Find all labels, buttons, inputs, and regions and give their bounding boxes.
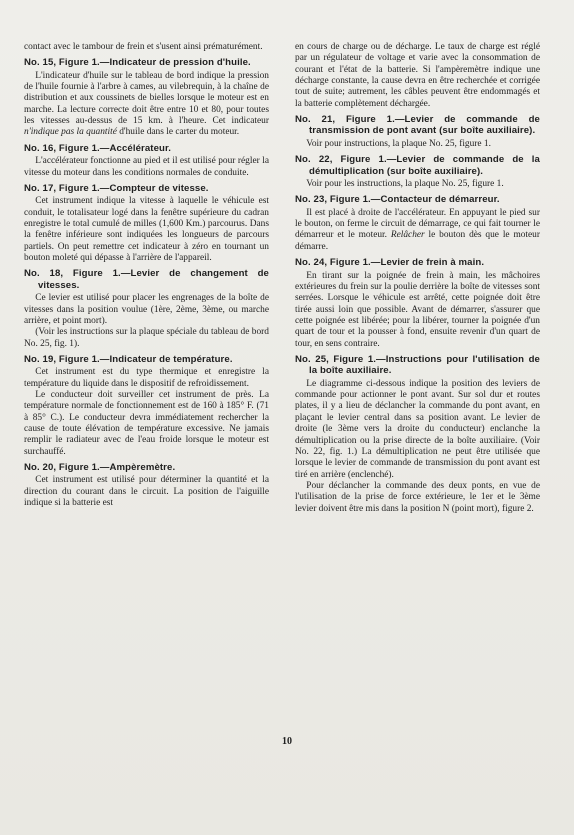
section-23-paragraph [295, 208, 540, 253]
section-25-heading: No. 25, Figure 1.—Instructions pour l'utilisation de la boîte auxiliaire. [295, 353, 540, 377]
section-22-heading: No. 22, Figure 1.—Levier de commande de la démultiplication (sur boîte auxiliaire). [295, 154, 540, 177]
section-24-heading: No. 24, Figure 1.—Levier de frein à main. [295, 257, 485, 269]
section-15-paragraph [24, 71, 269, 139]
section-25-paragraph-1: Le diagramme ci-dessous indique la position des leviers de commande pour actionner le pont avant. Sur sol dur et routes plates, il y a lieu de déclancher la commande du pont avant, en plaçant le levier central dans sa position avant. Le levier de droite (le 3ème vers la droite du conducteur) enclanche la démultiplication ou la prise directe de la boîte auxiliaire. (Voir No. 22, fig. 1.) La démultiplication ne peut être utilisée que lorsque le levier de commande de transmission du pont avant est tiré en arrière (enclenché). [295, 378, 540, 480]
section-24-paragraph: En tirant sur la poignée de frein à main, les mâchoires extérieures du frein sur la poulie derrière la boîte de vitesses sont serrées. Lorsque le véhicule est arrêté, cette poignée doit être tirée aussi loin que possible. Avant de démarrer, s'assurer que cette poignée est libérée; pour la libérer, tourner la poignée d'un quart de tour et la pousser à fond, ensuite revenir d'un quart de tour, en sens contraire. [295, 270, 540, 349]
section-15-text-b: d'huile dans le carter du moteur. [116, 127, 240, 138]
section-21-paragraph: Voir pour instructions, la plaque No. 25, figure 1. [306, 138, 491, 149]
ammeter-continued-paragraph: en cours de charge ou de décharge. Le taux de charge est réglé par un régulateur de voltage et varie avec la consommation de courant et l'état de la batterie. Si l'ampèremètre indique une décharge constante, la cause devra en être recherchée et corrigée tout de suite; autrement, les câbles peuvent être endommagés et la batterie complètement déchargée. [295, 42, 540, 109]
section-16-paragraph: L'accélérateur fonctionne au pied et il est utilisé pour régler la vitesse du moteur dans les conditions normales de conduite. [24, 156, 269, 178]
section-20-heading: No. 20, Figure 1.—Ampèremètre. [24, 462, 176, 474]
section-19-heading: No. 19, Figure 1.—Indicateur de température. [24, 353, 233, 365]
section-19-paragraph-2: Le conducteur doit surveiller cet instrument de près. La température normale de fonctionnement est de 160 à 185° F. (71 à 85° C.). Le conducteur devra immédiatement rechercher la cause de toute élévation de température excessive. Ne jamais remplir le radiateur avec de l'eau froide lorsque le moteur est surchauffé. [24, 390, 269, 457]
section-23-text-a: Il est placé à droite de l'accélérateur. En appuyant le pied sur le bouton, on ferme le circuit de démarrage, ce qui fait tourner le démarreur et le moteur. [295, 207, 540, 241]
section-15-italic: n'indique pas la quantité [24, 127, 117, 138]
section-23-heading: No. 23, Figure 1.—Contacteur de démarreur. [295, 194, 500, 206]
section-15-heading: No. 15, Figure 1.—Indicateur de pression d'huile. [24, 57, 251, 69]
section-22-paragraph: Voir pour les instructions, la plaque No. 25, figure 1. [306, 179, 504, 190]
section-20-paragraph: Cet instrument est utilisé pour déterminer la quantité et la direction du courant dans le circuit. La position de l'aiguille indique si la batterie est [24, 475, 269, 509]
left-column [24, 42, 269, 510]
section-17-heading: No. 17, Figure 1.—Compteur de vitesse. [24, 182, 209, 194]
page-number: 10 [282, 736, 292, 747]
section-16-heading: No. 16, Figure 1.—Accélérateur. [24, 142, 172, 154]
section-19-paragraph-1: Cet instrument est du type thermique et enregistre la température du liquide dans le dispositif de refroidissement. [24, 367, 269, 389]
right-column [295, 42, 540, 515]
section-17-paragraph: Cet instrument indique la vitesse à laquelle le véhicule est conduit, le totalisateur logé dans la fenêtre supérieure du cadran enregistre le total cumulé de milles (1,600 Km.) parcourus. Dans la fenêtre inférieure sont indiquées les longueurs de parcours partiels. On peut remettre cet indicateur à zéro en tournant un bouton moleté qui dépasse à l'arrière de l'appareil. [24, 196, 269, 264]
intro-paragraph: contact avec le tambour de frein et s'usent ainsi prématurément. [24, 42, 263, 52]
section-21-heading: No. 21, Figure 1.—Levier de commande de transmission de pont avant (sur boîte auxiliaire). [295, 114, 540, 137]
section-23-italic: Relâcher [390, 230, 425, 241]
section-18-heading: No. 18, Figure 1.—Levier de changement de vitesses. [24, 268, 269, 291]
section-15-text-a: L'indicateur d'huile sur le tableau de bord indique la pression de l'huile fournie à l'arbre à cames, au vilebrequin, à la chaîne de distribution et aux coussinets de bielles lorsque le moteur est en marche. La lecture correcte doit être entre 10 et 80, pour toutes les vitesses au-dessus de 15 km. à l'heure. Cet indicateur [24, 70, 269, 127]
section-23-text-b: le bouton dès que le moteur démarre. [295, 230, 540, 252]
section-18-note: (Voir les instructions sur la plaque spéciale du tableau de bord No. 25, fig. 1). [24, 327, 269, 349]
section-25-paragraph-2: Pour déclancher la commande des deux ponts, en vue de l'utilisation de la prise de force extérieure, le 1er et le 3ème levier doivent être mis dans la position N (point mort), figure 2. [295, 480, 540, 514]
section-18-paragraph: Ce levier est utilisé pour placer les engrenages de la boîte de vitesses dans la position voulue (1ère, 2ème, 3ème, ou marche arrière, et point mort). [24, 293, 269, 326]
